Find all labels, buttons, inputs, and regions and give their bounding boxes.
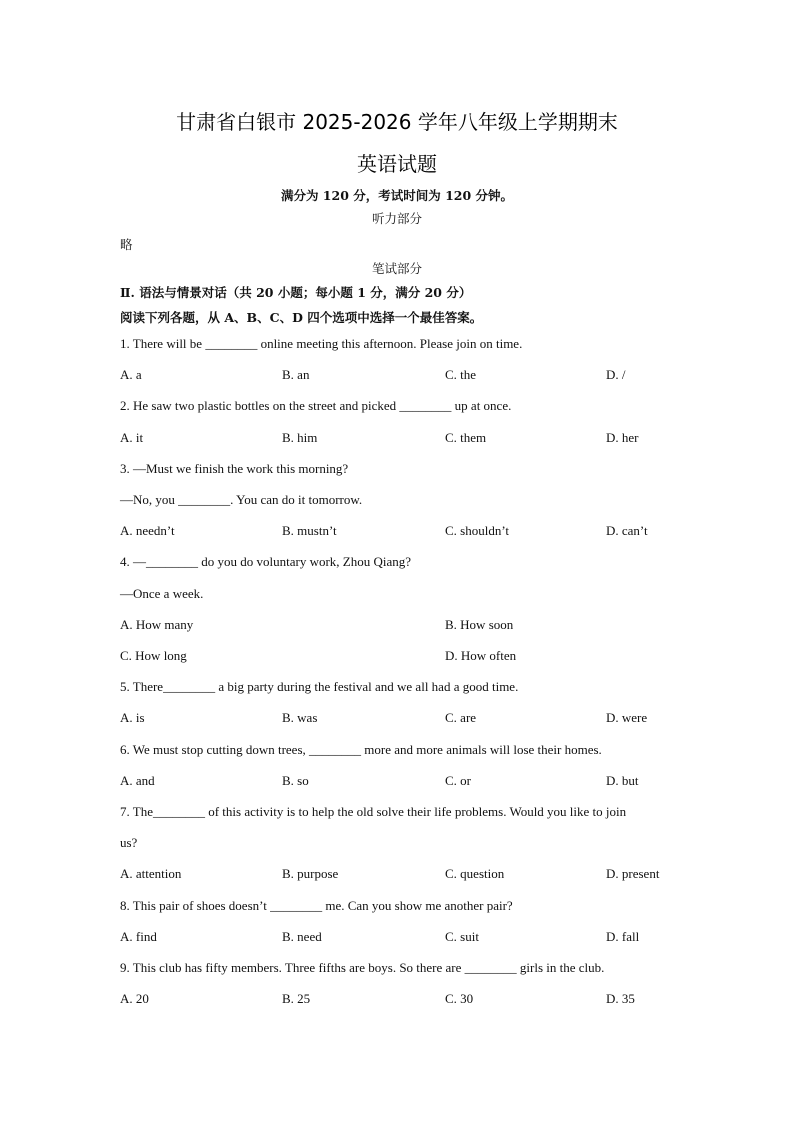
option-d: D. fall <box>606 929 640 944</box>
section-instruction: 阅读下列各题，从 A、B、C、D 四个选项中选择一个最佳答案。 <box>120 310 483 325</box>
option-b: B. so <box>282 773 309 788</box>
option-b: B. was <box>282 710 318 725</box>
option-b: B. need <box>282 929 322 944</box>
score-note: 满分为 120 分，考试时间为 120 分钟。 <box>280 188 514 203</box>
option-b: B. purpose <box>282 866 339 881</box>
option-b: B. How soon <box>445 617 514 632</box>
option-a: A. 20 <box>120 991 149 1006</box>
option-d: D. can’t <box>606 523 648 538</box>
option-d: D. 35 <box>606 991 635 1006</box>
option-c: C. 30 <box>445 991 474 1006</box>
question-stem-line2: us? <box>120 835 138 850</box>
option-d: D. her <box>606 430 639 445</box>
option-a: A. find <box>120 929 157 944</box>
option-c: C. them <box>445 430 487 445</box>
option-a: A. How many <box>120 617 194 632</box>
written-heading: 笔试部分 <box>371 261 422 276</box>
option-a: A. is <box>120 710 145 725</box>
option-b: B. mustn’t <box>282 523 337 538</box>
option-a: A. attention <box>120 866 182 881</box>
option-c: C. shouldn’t <box>445 523 510 538</box>
option-a: A. it <box>120 430 144 445</box>
option-a: A. a <box>120 367 142 382</box>
option-b: B. 25 <box>282 991 311 1006</box>
option-b: B. him <box>282 430 318 445</box>
exam-title: 甘肃省白银市 2025-2026 学年八年级上学期期末 <box>176 110 618 134</box>
option-d: D. were <box>606 710 648 725</box>
option-a: A. and <box>120 773 155 788</box>
option-c: C. or <box>445 773 471 788</box>
question-stem: 7. The________ of this activity is to help the old solve their life problems. Would you like to join <box>120 804 627 819</box>
question-stem-line2: —No, you ________. You can do it tomorrow. <box>120 492 363 507</box>
option-d: D. but <box>606 773 639 788</box>
section-heading: Ⅱ. 语法与情景对话（共 20 小题；每小题 1 分，满分 20 分） <box>120 285 472 300</box>
option-c: C. the <box>445 367 477 382</box>
option-b: B. an <box>282 367 310 382</box>
listening-heading: 听力部分 <box>371 211 422 226</box>
question-stem: 5. There________ a big party during the festival and we all had a good time. <box>120 679 519 694</box>
question-stem: 6. We must stop cutting down trees, ________ more and more animals will lose their homes. <box>120 742 602 757</box>
question-stem: 2. He saw two plastic bottles on the street and picked ________ up at once. <box>120 398 512 413</box>
option-c: C. suit <box>445 929 479 944</box>
question-stem-line2: —Once a week. <box>120 586 204 601</box>
option-a: A. needn’t <box>120 523 175 538</box>
option-d: D. / <box>606 367 626 382</box>
listening-omitted: 略 <box>120 237 133 252</box>
question-stem: 3. —Must we finish the work this morning? <box>120 461 349 476</box>
option-d: D. How often <box>445 648 517 663</box>
option-c: C. How long <box>120 648 187 663</box>
question-stem: 8. This pair of shoes doesn’t ________ me. Can you show me another pair? <box>120 898 513 913</box>
question-stem: 1. There will be ________ online meeting this afternoon. Please join on time. <box>120 336 523 351</box>
option-c: C. question <box>445 866 505 881</box>
question-stem: 9. This club has fifty members. Three fifths are boys. So there are ________ girls in the club. <box>120 960 605 975</box>
question-stem: 4. —________ do you do voluntary work, Zhou Qiang? <box>120 554 412 569</box>
option-d: D. present <box>606 866 660 881</box>
option-c: C. are <box>445 710 477 725</box>
exam-subject-title: 英语试题 <box>357 152 437 176</box>
